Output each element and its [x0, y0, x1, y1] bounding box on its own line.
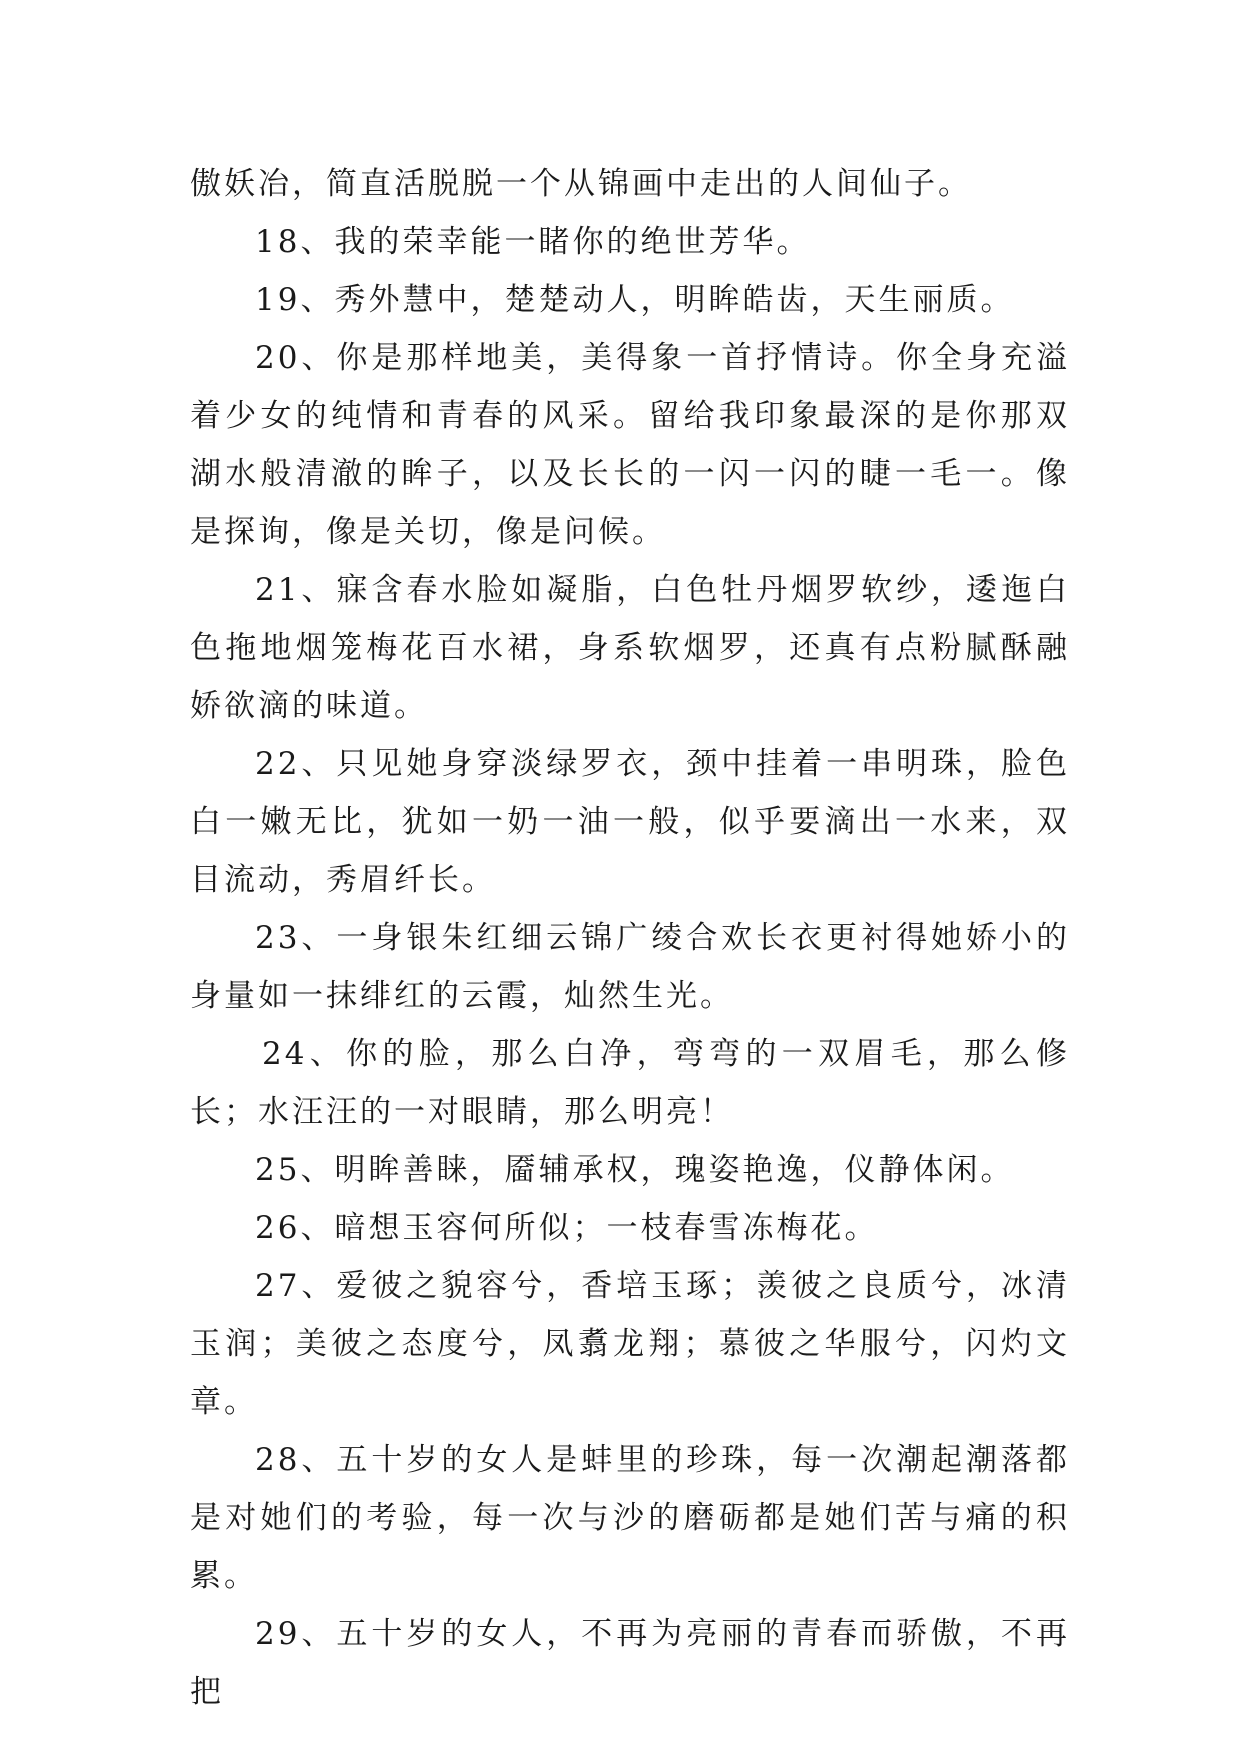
document-body: [190, 155, 1070, 1721]
paragraph-27: 27、爱彼之貌容兮，香培玉琢；羡彼之良质兮，冰清玉润；美彼之态度兮，凤翥龙翔；慕彼之华服兮，闪灼文章。: [190, 1268, 1070, 1420]
paragraph-21: 21、寐含春水脸如凝脂，白色牡丹烟罗软纱，逶迤白色拖地烟笼梅花百水裙，身系软烟罗，还真有点粉腻酥融娇欲滴的味道。: [190, 572, 1070, 724]
paragraph-24: 24、你的脸，那么白净，弯弯的一双眉毛，那么修长；水汪汪的一对眼睛，那么明亮！: [190, 1036, 1070, 1130]
paragraph-29: 29、五十岁的女人，不再为亮丽的青春而骄傲，不再把: [190, 1616, 1070, 1710]
paragraph-23: 23、一身银朱红细云锦广绫合欢长衣更衬得她娇小的身量如一抹绯红的云霞，灿然生光。: [190, 920, 1070, 1014]
paragraph-28: 28、五十岁的女人是蚌里的珍珠，每一次潮起潮落都是对她们的考验，每一次与沙的磨砺都是她们苦与痛的积累。: [190, 1442, 1070, 1594]
paragraph-22: 22、只见她身穿淡绿罗衣，颈中挂着一串明珠，脸色白一嫩无比，犹如一奶一油一般，似乎要滴出一水来，双目流动，秀眉纤长。: [190, 746, 1070, 898]
paragraph-20: 20、你是那样地美，美得象一首抒情诗。你全身充溢着少女的纯情和青春的风采。留给我印象最深的是你那双湖水般清澈的眸子，以及长长的一闪一闪的睫一毛一。像是探询，像是关切，像是问候。: [190, 340, 1070, 550]
paragraph-continuation: 傲妖冶，简直活脱脱一个从锦画中走出的人间仙子。: [190, 166, 972, 202]
paragraph-19: 19、秀外慧中，楚楚动人，明眸皓齿，天生丽质。: [255, 282, 1015, 318]
paragraph-25: 25、明眸善睐，靥辅承权，瑰姿艳逸，仪静体闲。: [255, 1152, 1015, 1188]
paragraph-18: 18、我的荣幸能一睹你的绝世芳华。: [255, 224, 811, 260]
paragraph-26: 26、暗想玉容何所似；一枝春雪冻梅花。: [255, 1210, 879, 1246]
